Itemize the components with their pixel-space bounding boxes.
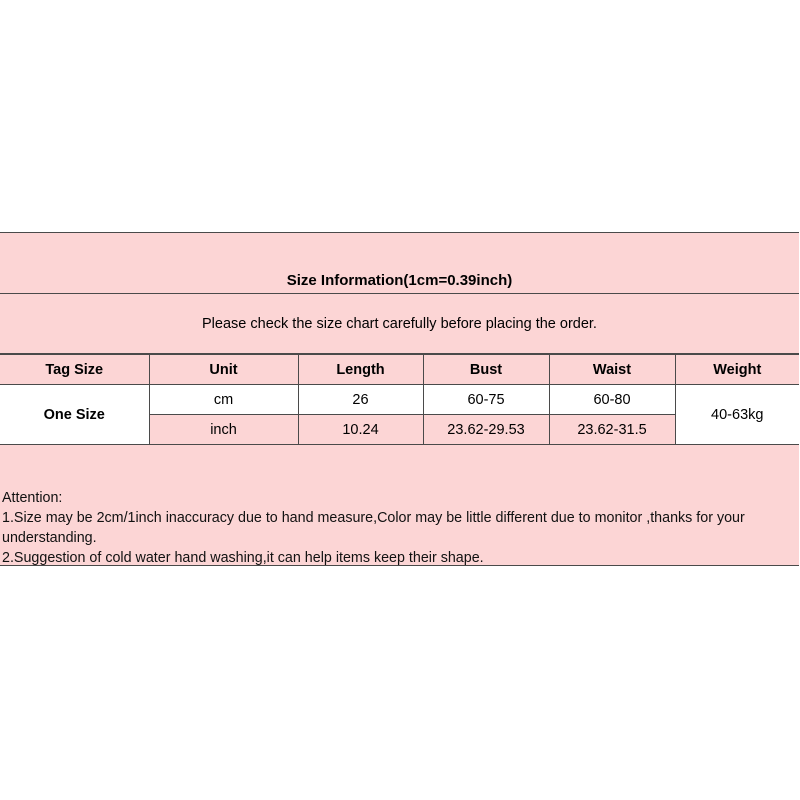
attention-heading: Attention: <box>2 490 63 506</box>
size-table <box>0 354 799 445</box>
size-info-title: Size Information(1cm=0.39inch) <box>286 272 513 289</box>
title-row <box>0 233 799 294</box>
attention-line-1: 1.Size may be 2cm/1inch inaccuracy due to hand measure,Color may be little different due to monitor ,thanks for your understanding. <box>2 510 745 546</box>
header-tag-size: Tag Size <box>0 355 149 385</box>
bust-inch: 23.62-29.53 <box>423 415 549 445</box>
attention-line-2: 2.Suggestion of cold water hand washing,it can help items keep their shape. <box>2 550 484 566</box>
notice-row <box>0 294 799 354</box>
header-bust: Bust <box>423 355 549 385</box>
attention-block <box>2 488 792 568</box>
unit-cm: cm <box>149 385 298 415</box>
header-waist: Waist <box>549 355 675 385</box>
unit-inch: inch <box>149 415 298 445</box>
notice-text: Please check the size chart carefully before placing the order. <box>202 315 597 332</box>
bust-cm: 60-75 <box>423 385 549 415</box>
header-unit: Unit <box>149 355 298 385</box>
length-cm: 26 <box>298 385 423 415</box>
header-length: Length <box>298 355 423 385</box>
length-inch: 10.24 <box>298 415 423 445</box>
table-row <box>0 385 799 415</box>
header-weight: Weight <box>675 355 799 385</box>
waist-cm: 60-80 <box>549 385 675 415</box>
table-header-row <box>0 355 799 385</box>
weight-value: 40-63kg <box>675 385 799 445</box>
tag-size-value: One Size <box>0 385 149 445</box>
size-chart <box>0 232 799 566</box>
waist-inch: 23.62-31.5 <box>549 415 675 445</box>
